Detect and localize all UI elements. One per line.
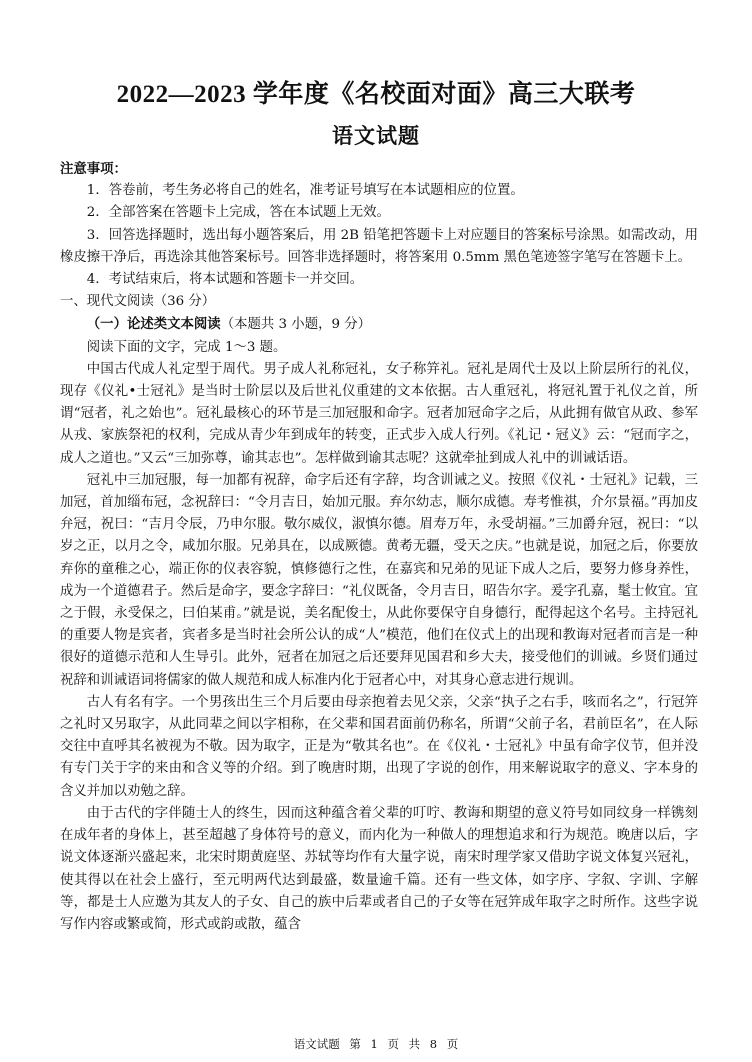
passage-paragraph: 古人有名有字。一个男孩出生三个月后要由母亲抱着去见父亲，父亲“执子之右手，咳而名之”，行冠笄之礼时又另取字，从此同辈之间以字相称，在父辈和国君面前仍称名，所谓“父前子名，君前臣名”，在人际交往中直呼其名被视为不敬。因为取字，正是为“敬其名也”。在《仪礼・士冠礼》中虽有命字仪节，但并没有专门关于字的来由和含义等的介绍。到了晚唐时期，出现了字说的创作，用来解说取字的意义、字本身的含义并加以劝勉之辞。 (60, 694, 698, 799)
page-content (60, 158, 698, 936)
page-footer: 语文试题 第 1 页 共 8 页 (293, 1037, 459, 1051)
section-heading: 一、现代文阅读（36 分） (60, 294, 216, 310)
exam-subtitle: 语文试题 (332, 123, 420, 148)
passage-paragraph: 冠礼中三加冠服，每一加都有祝辞，命字后还有字辞，均含训诫之义。按照《仪礼・士冠礼》记载，三加冠，首加缁布冠，念祝辞曰：“令月吉日，始加元服。弃尔幼志，顺尔成德。寿考惟祺，介尔景福。”再加皮弁冠，祝曰：“吉月令辰，乃申尔服。敬尔威仪，淑慎尔德。眉寿万年，永受胡福。”三加爵弁冠，祝曰：“以岁之正，以月之令，咸加尔服。兄弟具在，以成厥德。黄耇无疆，受天之庆。”也就是说，加冠之后，你要放弃你的童稚之心，端正你的仪表容貌，慎修德行之性，在嘉宾和兄弟的见证下成人之后，要努力修身养性，成为一个道德君子。然后是命字，要念字辞曰：“礼仪既备，令月吉日，昭告尔字。爰字孔嘉，髦士攸宜。宜之于假，永受保之，曰伯某甫。”就是说，美名配俊士，从此你要保守自身德行，配得起这个名号。主持冠礼的重要人物是宾者，宾者多是当时社会所公认的成“人”模范，他们在仪式上的出现和教诲对冠者而言是一种很好的道德示范和人生导引。此外，冠者在加冠之后还要拜见国君和乡大夫，接受他们的训诫。乡贤们通过祝辞和训诫语词将儒家的做人规范和成人标准内化于冠者心中，对其身心意志进行规训。 (60, 472, 698, 688)
reading-instruction: 阅读下面的文字，完成 1～3 题。 (86, 339, 287, 355)
notice-heading: 注意事项： (60, 161, 127, 177)
passage-paragraph: 中国古代成人礼定型于周代。男子成人礼称冠礼，女子称笄礼。冠礼是周代士及以上阶层所行的礼仪，现存《仪礼•士冠礼》是当时士阶层以及后世礼仪重建的文本依据。古人重冠礼，将冠礼置于礼仪之首，所谓“冠者，礼之始也”。冠礼最核心的环节是三加冠服和命字。冠者加冠命字之后，从此拥有做官从政、参军从戎、家族祭祀的权利，完成从青少年到成年的转变，正式步入成人行列。《礼记・冠义》云：“冠而字之，成人之道也。”又云“三加弥尊，谕其志也”。怎样做到谕其志呢？这就牵扯到成人礼中的训诫话语。 (60, 361, 698, 466)
subsection-score: （本题共 3 小题，9 分） (220, 317, 372, 333)
notice-item: 3．回答选择题时，选出每小题答案后，用 2B 铅笔把答题卡上对应题目的答案标号涂黑。如需改动，用橡皮擦干净后，再选涂其他答案标号。回答非选择题时，将答案用 0.5mm 黑色笔迹签字笔写在答题卡上。 (60, 227, 698, 265)
passage-paragraph: 由于古代的字伴随士人的终生，因而这种蕴含着父辈的叮咛、教诲和期望的意义符号如同纹身一样镌刻在成年者的身体上，甚至超越了身体符号的意义，而内化为一种做人的理想追求和行为规范。晚唐以后，字说文体逐渐兴盛起来，北宋时期黄庭坚、苏轼等均作有大量字说，南宋时理学家又借助字说文体复兴冠礼，使其得以在社会上盛行，至元明两代达到最盛，数量逾千篇。还有一些文体，如字序、字叙、字训、字解等，都是士人应邀为其友人的子女、自己的族中后辈或者自己的子女等在冠笄成年取字之时所作。这些字说写作内容或繁或简，形式或韵或散，蕴含 (60, 805, 698, 932)
notice-item: 2．全部答案在答题卡上完成，答在本试题上无效。 (86, 205, 390, 221)
exam-title: 2022—2023 学年度《名校面对面》高三大联考 (116, 81, 636, 108)
notice-item: 1．答卷前，考生务必将自己的姓名，准考证号填写在本试题相应的位置。 (86, 183, 524, 199)
subsection-heading (60, 313, 698, 336)
notice-item: 4．考试结束后，将本试题和答题卡一并交回。 (86, 272, 364, 288)
subsection-title: （一）论述类文本阅读 (86, 316, 221, 333)
